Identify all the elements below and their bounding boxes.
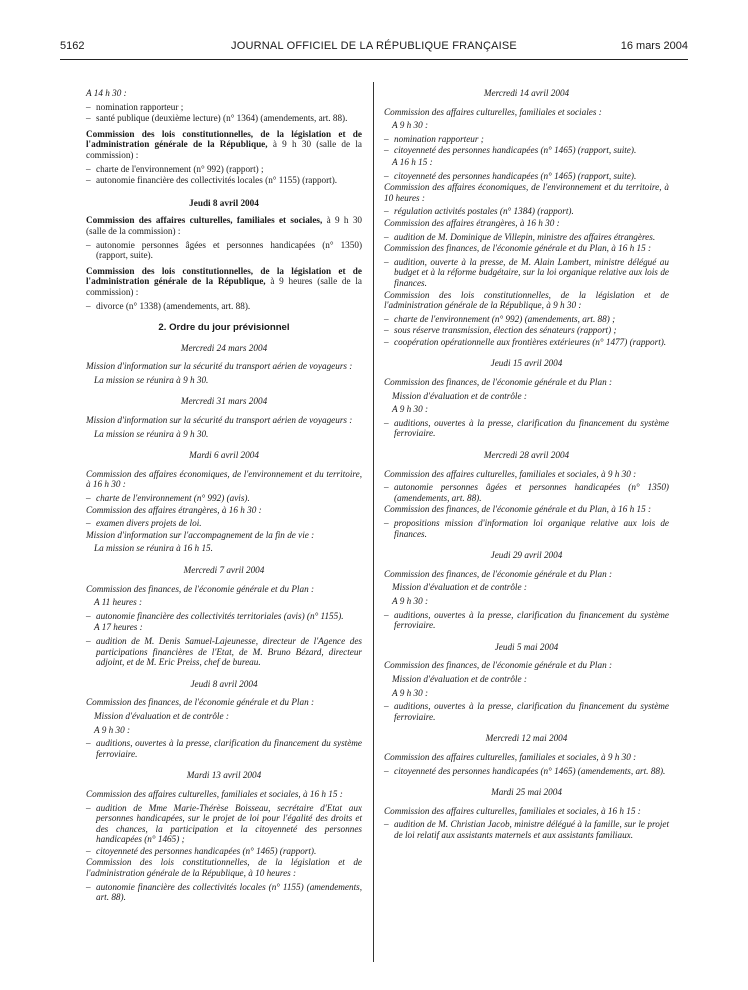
- left-column: [86, 88, 362, 904]
- commission-name: Commission des affaires culturelles, familiales et sociales,: [86, 215, 323, 226]
- commission-entry: [86, 266, 362, 298]
- right-column: [384, 88, 669, 841]
- commission-entry: Commission des lois constitutionnelles, de la législation et de l'administration générale de la République, à 10 heures :: [86, 857, 362, 879]
- agenda-item: – régulation activités postales (n° 1384) (rapport).: [384, 206, 669, 217]
- agenda-item: – auditions, ouvertes à la presse, clarification du financement du système ferroviaire.: [86, 738, 362, 759]
- agenda-item: – autonomie financière des collectivités locales (n° 1155) (rapport).: [86, 175, 362, 186]
- commission-entry: Commission des finances, de l'économie générale et du Plan, à 16 h 15 :: [384, 504, 652, 515]
- date-heading: Mardi 25 mai 2004: [491, 787, 562, 798]
- date-heading: Jeudi 5 mai 2004: [494, 641, 559, 652]
- date-heading: Jeudi 8 avril 2004: [190, 678, 258, 689]
- agenda-item: – examen divers projets de loi.: [86, 518, 362, 529]
- mission-note: La mission se réunira à 9 h 30.: [94, 428, 209, 439]
- date-heading: Mercredi 14 avril 2004: [483, 88, 570, 98]
- agenda-item: – nomination rapporteur ;: [384, 134, 669, 145]
- day-heading: Jeudi 8 avril 2004: [189, 197, 259, 208]
- agenda-item: – nomination rapporteur ;: [86, 102, 362, 113]
- commission-details: à 9 heures (salle de la commission) :: [86, 276, 362, 297]
- time-label: A 11 heures :: [94, 597, 143, 608]
- agenda-item: – audition de Mme Marie-Thérèse Boisseau, secrétaire d'Etat aux personnes handicapées, sur le projet de loi pour l'égalité des droits et des chances, la participation et la citoyenneté des personnes handicapées (n° 1465) ;: [86, 803, 362, 845]
- mission-entry: Mission d'évaluation et de contrôle :: [392, 390, 527, 401]
- time-label: A 17 heures :: [94, 622, 143, 633]
- agenda-item: – auditions, ouvertes à la presse, clarification du financement du système ferroviaire.: [384, 418, 669, 439]
- date-heading: Mercredi 7 avril 2004: [183, 565, 265, 575]
- time-label: A 9 h 30 :: [392, 687, 429, 698]
- journal-title: JOURNAL OFFICIEL DE LA RÉPUBLIQUE FRANÇAISE: [231, 40, 517, 52]
- commission-entry: Commission des finances, de l'économie générale et du Plan :: [384, 377, 613, 388]
- agenda-item: – citoyenneté des personnes handicapées (n° 1465) (amendements, art. 88).: [384, 766, 669, 777]
- agenda-item: – auditions, ouvertes à la presse, clarification du financement du système ferroviaire.: [384, 701, 669, 722]
- commission-entry: Commission des finances, de l'économie générale et du Plan :: [384, 660, 613, 671]
- mission-note: La mission se réunira à 16 h 15.: [94, 543, 213, 554]
- date-heading: Mardi 13 avril 2004: [186, 770, 262, 781]
- commission-entry: Commission des affaires culturelles, familiales et sociales, à 16 h 15 :: [384, 805, 641, 816]
- commission-entry: [86, 215, 362, 236]
- mission-entry: Mission d'évaluation et de contrôle :: [392, 673, 527, 684]
- date-heading: Mercredi 12 mai 2004: [485, 733, 568, 744]
- commission-entry: Commission des affaires culturelles, familiales et sociales, à 9 h 30 :: [384, 751, 637, 762]
- time-label: A 9 h 30 :: [392, 404, 429, 415]
- page-number: 5162: [60, 40, 85, 52]
- commission-entry: Commission des affaires économiques, de l'environnement et du territoire, à 10 heures :: [384, 182, 669, 203]
- date-heading: Jeudi 29 avril 2004: [490, 550, 563, 561]
- column-divider: [373, 82, 374, 962]
- commission-entry: Commission des affaires culturelles, familiales et sociales, à 9 h 30 :: [384, 468, 637, 479]
- commission-entry: Commission des affaires étrangères, à 16 h 30 :: [86, 504, 262, 515]
- agenda-item: – audition de M. Denis Samuel-Lajeunesse, directeur de l'Agence des participations financières de l'Etat, de M. Bruno Bézard, directeur adjoint, et de M. Eric Preiss, chef de bureau.: [86, 636, 362, 668]
- mission-note: La mission se réunira à 9 h 30.: [94, 374, 209, 385]
- agenda-item: – citoyenneté des personnes handicapées (n° 1465) (rapport, suite).: [384, 171, 669, 182]
- agenda-item: – propositions mission d'information loi organique relative aux lois de finances.: [384, 518, 669, 539]
- agenda-item: – charte de l'environnement (n° 992) (avis).: [86, 493, 362, 504]
- commission-entry: Commission des finances, de l'économie générale et du Plan :: [86, 583, 315, 594]
- mission-entry: Mission d'évaluation et de contrôle :: [94, 710, 229, 721]
- agenda-item: – autonomie financière des collectivités territoriales (avis) (n° 1155).: [86, 611, 362, 622]
- time-label: A 14 h 30 :: [86, 88, 127, 98]
- commission-entry: Commission des finances, de l'économie générale et du Plan :: [86, 697, 315, 708]
- agenda-item: – autonomie personnes âgées et personnes handicapées (n° 1350) (amendements, art. 88).: [384, 482, 669, 503]
- agenda-item: – sous réserve transmission, élection des sénateurs (rapport) ;: [384, 325, 669, 336]
- mission-entry: Mission d'information sur l'accompagnement de la fin de vie :: [86, 529, 315, 540]
- agenda-item: – audition de M. Dominique de Villepin, ministre des affaires étrangères.: [384, 232, 669, 243]
- commission-name: Commission des lois constitutionnelles, de la législation et de l'administration générale de la République,: [86, 265, 362, 287]
- agenda-item: – citoyenneté des personnes handicapées (n° 1465) (rapport, suite).: [384, 145, 669, 156]
- commission-details: à 9 h 30 (salle de la commission) :: [86, 215, 363, 236]
- agenda-item: – autonomie financière des collectivités locales (n° 1155) (amendements, art. 88).: [86, 882, 362, 903]
- header-rule: [60, 59, 688, 60]
- agenda-item: – audition, ouverte à la presse, de M. Alain Lambert, ministre délégué au budget et à la réforme budgétaire, sur la loi organique relative aux lois de finances.: [384, 257, 669, 289]
- commission-entry: Commission des lois constitutionnelles, de la législation et de l'administration générale de la République, à 9 h 30 :: [384, 289, 669, 311]
- commission-entry: Commission des affaires étrangères, à 16 h 30 :: [384, 217, 560, 228]
- commission-entry: Commission des affaires culturelles, familiales et sociales :: [384, 106, 602, 117]
- time-label: A 9 h 30 :: [392, 120, 429, 131]
- commission-name: Commission des lois constitutionnelles, de la législation et de l'administration générale de la République,: [86, 128, 362, 150]
- issue-date: 16 mars 2004: [620, 40, 688, 52]
- agenda-item: – charte de l'environnement (n° 992) (rapport) ;: [86, 164, 362, 175]
- time-label: A 16 h 15 :: [392, 156, 433, 167]
- agenda-item: – divorce (n° 1338) (amendements, art. 88).: [86, 301, 362, 312]
- section-title: 2. Ordre du jour prévisionnel: [158, 322, 290, 334]
- date-heading: Jeudi 15 avril 2004: [490, 358, 563, 369]
- commission-entry: Commission des finances, de l'économie générale et du Plan :: [384, 568, 613, 579]
- mission-entry: Mission d'information sur la sécurité du transport aérien de voyageurs :: [86, 415, 353, 426]
- commission-entry: Commission des affaires culturelles, familiales et sociales, à 16 h 15 :: [86, 788, 343, 799]
- date-heading: Mardi 6 avril 2004: [189, 450, 259, 461]
- commission-entry: [86, 129, 362, 161]
- agenda-item: – charte de l'environnement (n° 992) (amendements, art. 88) ;: [384, 314, 669, 325]
- agenda-item: – auditions, ouvertes à la presse, clarification du financement du système ferroviaire.: [384, 610, 669, 631]
- time-label: A 9 h 30 :: [392, 595, 429, 606]
- agenda-item: – coopération opérationnelle aux frontières extérieures (n° 1477) (rapport).: [384, 337, 669, 348]
- mission-entry: Mission d'évaluation et de contrôle :: [392, 582, 527, 593]
- commission-entry: Commission des affaires économiques, de l'environnement et du territoire, à 16 h 30 :: [86, 468, 362, 490]
- commission-entry: Commission des finances, de l'économie générale et du Plan, à 16 h 15 :: [384, 243, 652, 254]
- time-label: A 9 h 30 :: [94, 724, 131, 735]
- date-heading: Mercredi 31 mars 2004: [180, 396, 268, 407]
- commission-details: à 9 h 30 (salle de la commission) :: [86, 139, 362, 160]
- agenda-item: – autonomie personnes âgées et personnes handicapées (n° 1350) (rapport, suite).: [86, 240, 362, 261]
- date-heading: Mercredi 24 mars 2004: [180, 342, 268, 353]
- page-header: [60, 40, 688, 56]
- mission-entry: Mission d'information sur la sécurité du transport aérien de voyageurs :: [86, 361, 353, 372]
- agenda-item: – citoyenneté des personnes handicapées (n° 1465) (rapport).: [86, 846, 362, 857]
- agenda-item: – santé publique (deuxième lecture) (n° 1364) (amendements, art. 88).: [86, 113, 362, 124]
- date-heading: Mercredi 28 avril 2004: [483, 450, 570, 461]
- agenda-item: – audition de M. Christian Jacob, ministre délégué à la famille, sur le projet de loi relatif aux assistants maternels et aux assistants familiaux.: [384, 819, 669, 840]
